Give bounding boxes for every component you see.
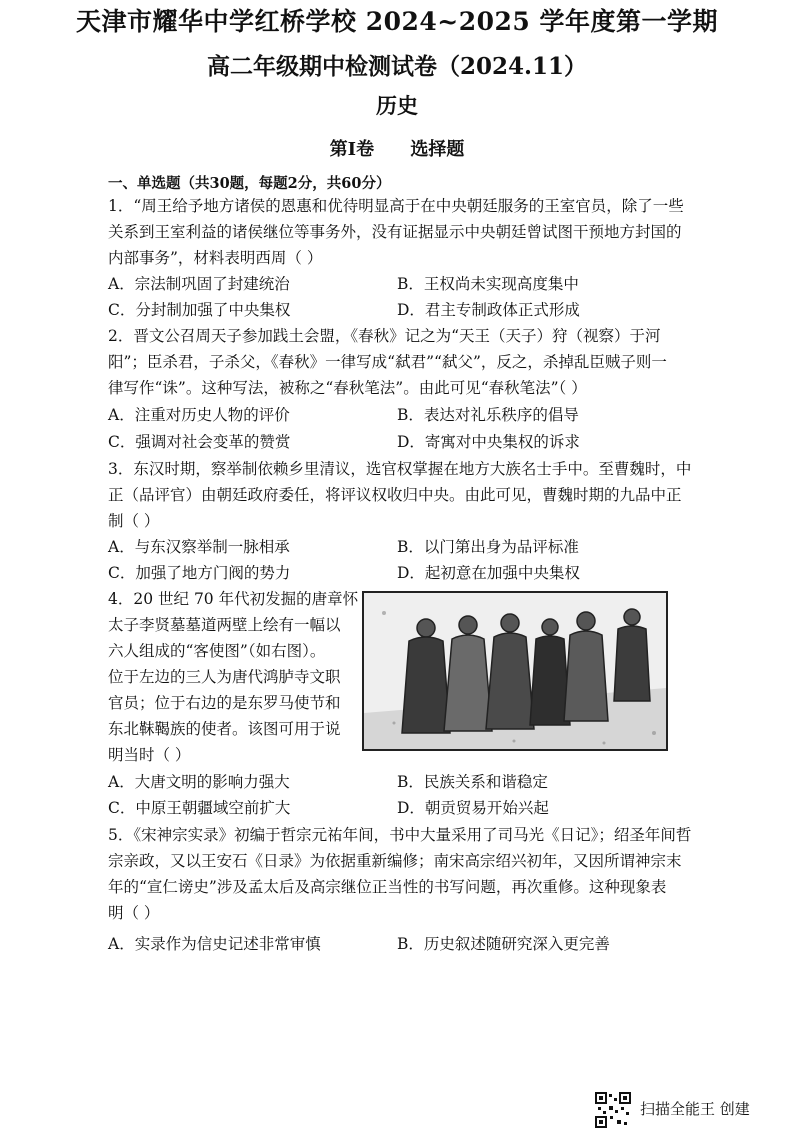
q2-option-a: A．注重对历史人物的评价 [108,406,290,424]
q4-line-6: 东北靺鞨族的使者。该图可用于说 [108,720,341,738]
q2-option-b: B．表达对礼乐秩序的倡导 [397,406,579,424]
q4-option-c: C．中原王朝疆域空前扩大 [108,799,291,817]
q5-line-1: 5．《宋神宗实录》初编于哲宗元祐年间，书中大量采用了司马光《日记》；绍圣年间哲 [108,826,692,844]
subject-title: 历史 [376,93,418,118]
exam-title-line2: 高二年级期中检测试卷（2024.11） [206,53,588,80]
q2-line-3: 律写作“诛”。这种写法，被称之“春秋笔法”。由此可见“春秋笔法”（ ） [108,379,587,397]
q3-line-1: 3．东汉时期，察举制依赖乡里清议，选官权掌握在地方大族名士手中。至曹魏时，中 [108,460,692,478]
envoy-mural-image [362,591,668,751]
q1-option-c: C．分封制加强了中央集权 [108,301,291,319]
q4-line-2: 太子李贤墓墓道两壁上绘有一幅以 [108,616,341,634]
q2-line-2: 阳”；臣杀君，子杀父，《春秋》一律写成“弑君”“弑父”，反之，杀掉乱臣贼子则一 [108,353,667,371]
q1-option-a: A．宗法制巩固了封建统治 [108,275,290,293]
q1-line-2: 关系到王室利益的诸侯继位等事务外，没有证据显示中央朝廷曾试图干预地方封国的 [108,223,682,241]
envoy-mural-drawing [364,593,666,749]
q5-option-b: B．历史叙述随研究深入更完善 [397,935,610,953]
q4-option-a: A．大唐文明的影响力强大 [108,773,290,791]
section-heading: 一、单选题（共30题，每题2分，共60分） [108,175,391,192]
q1-option-d: D．君主专制政体正式形成 [397,301,580,319]
q4-line-7: 明当时（ ） [108,746,191,764]
q2-option-c: C．强调对社会变革的赞赏 [108,433,291,451]
exam-title-line1: 天津市耀华中学红桥学校 2024~2025 学年度第一学期 [75,7,719,36]
q5-line-3: 年的“宣仁谤史”涉及孟太后及高宗继位正当性的书写问题，再次重修。这种现象表 [108,878,667,896]
q4-line-5: 官员；位于右边的是东罗马使节和 [108,694,341,712]
q3-option-b: B．以门第出身为品评标准 [397,538,579,556]
q1-option-b: B．王权尚未实现高度集中 [397,275,579,293]
q1-line-1: 1．“周王给予地方诸侯的恩惠和优待明显高于在中央朝廷服务的王室官员，除了一些 [108,197,684,215]
q3-line-3: 制（ ） [108,512,160,530]
q5-line-2: 宗亲政，又以王安石《日录》为依据重新编修；南宋高宗绍兴初年，又因所谓神宗末 [108,852,682,870]
q3-line-2: 正（品评官）由朝廷政府委任，将评议权收归中央。由此可见，曹魏时期的九品中正 [108,486,682,504]
q4-line-1: 4．20 世纪 70 年代初发掘的唐章怀 [108,590,359,608]
qr-code-icon [595,1092,631,1128]
q5-option-a: A．实录作为信史记述非常审慎 [108,935,321,953]
q3-option-c: C．加强了地方门阀的势力 [108,564,291,582]
q2-line-1: 2．晋文公召周天子参加践土会盟，《春秋》记之为“天王（天子）狩（视察）于河 [108,327,661,345]
q4-line-4: 位于左边的三人为唐代鸿胪寺文职 [108,668,341,686]
q4-line-3: 六人组成的“客使图”（如右图）。 [108,642,326,660]
q3-option-a: A．与东汉察举制一脉相承 [108,538,290,556]
q4-option-d: D．朝贡贸易开始兴起 [397,799,549,817]
q1-line-3: 内部事务”，材料表明西周（ ） [108,249,323,267]
q5-line-4: 明（ ） [108,904,160,922]
q3-option-d: D．起初意在加强中央集权 [397,564,580,582]
volume-title: 第I卷 选择题 [329,139,465,160]
q4-option-b: B．民族关系和谐稳定 [397,773,548,791]
q2-option-d: D．寄寓对中央集权的诉求 [397,433,580,451]
scanner-watermark: 扫描全能王 创建 [640,1100,750,1118]
